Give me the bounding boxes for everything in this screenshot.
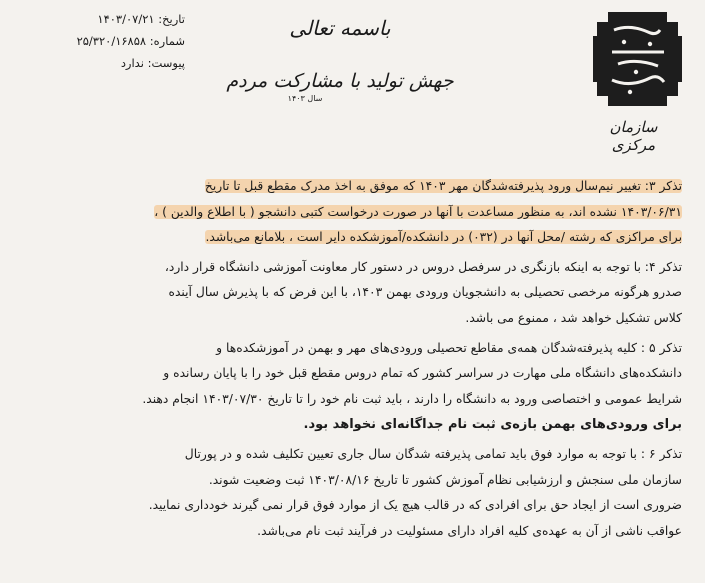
body-line-8-text: دانشکده‌های دانشگاه ملی مهارت در سراسر کشور که تمام دروس مقطع قبل خود را با پایان رسانده و [163,366,682,381]
body-line-7 [54,336,682,362]
body-line-12-text: سازمان ملی سنجش و ارزشیابی نظام آموزش کشور تا تاریخ ۱۴۰۳/۰۸/۱۶ ثبت وضعیت شوند. [208,472,682,487]
org-unit: سازمان مرکزی [609,118,658,154]
attachment-label: پیوست: [147,56,185,70]
number-label: شماره: [149,34,185,48]
body-line-11 [54,442,682,468]
body-line-10-text: برای ورودی‌های بهمن بازه‌ی ثبت نام جداگانه‌ای نخواهد بود. [303,417,682,433]
body-line-10 [54,412,682,438]
date-label: تاریخ: [158,12,185,26]
body-line-13 [54,493,682,519]
date-line [10,8,185,30]
body-line-1-text: تذکر ۳: تغییر نیم‌سال ورود پذیرفته‌شدگان مهر ۱۴۰۳ که موفق به اخذ مدرک مقطع قبل تا تاریخ [204,179,682,193]
body-line-1 [54,174,682,200]
body-line-5 [54,280,682,306]
number-line [10,30,185,52]
attachment-value: ندارد [120,56,144,70]
body-line-13-text: ضروری است از ایجاد حق برای افرادی که در قالب هیچ یک از موارد فوق قرار نمی گیرند خودداری نمایید. [148,498,682,513]
body-line-3-text: برای مراکزی که رشته /محل آنها در (۰۳۲) در دانشکده/آموزشکده دایر است ، بلامانع می‌باشد. [205,230,682,245]
body-line-6 [54,306,682,332]
body-line-9-text: شرایط عمومی و اختصاصی ورود به دانشگاه را دارند ، باید ثبت نام خود را تا تاریخ ۱۴۰۳/۰۷/۳۰ انجام دهند. [142,391,682,406]
body-line-11-text: تذکر ۶ : با توجه به موارد فوق باید تمامی پذیرفته شدگان سال جاری تعیین تکلیف شده و در پورتال [184,446,682,461]
body-line-12 [54,468,682,494]
body-line-9 [54,387,682,413]
body-line-14 [54,519,682,545]
university-logo-icon [590,8,685,110]
body-line-14-text: عواقب ناشی از آن به عهده‌ی کلیه افراد دارای مسئولیت در فرآیند ثبت نام می‌باشد. [257,523,682,538]
body-line-6-text: کلاس تشکیل خواهد شد ، ممنوع می باشد. [465,310,682,325]
year-slogan-sub: سال ۱۴۰۳ [287,94,323,103]
body-line-8 [54,361,682,387]
date-value: ۱۴۰۳/۰۷/۲۱ [97,12,155,26]
letter-heading [220,14,460,103]
basmala: باسمه تعالی [289,16,391,40]
body-line-7-text: تذکر ۵ : کلیه پذیرفته‌شدگان همه‌ی مقاطع تحصیلی ورودی‌های مهر و بهمن در آموزشکده‌ها و [216,340,682,355]
body-line-4-text: تذکر ۴: با توجه به اینکه بازنگری در سرفصل دروس در دستور کار معاونت آموزشی دانشگاه قرار دارد، [164,259,682,274]
attachment-line [10,52,185,74]
body-line-3 [54,225,682,251]
letter-meta [10,8,185,74]
body-line-2 [54,200,682,226]
body-line-4 [54,255,682,281]
number-value: ۲۵/۳۲۰/۱۶۸۵۸ [76,34,147,48]
letter-body [54,174,682,544]
year-slogan: جهش تولید با مشارکت مردم [226,70,454,92]
body-line-2-text: ۱۴۰۳/۰۶/۳۱ نشده اند، به منظور مساعدت با آنها در صورت درخواست کتبی دانشجو ( با اطلاع والدین ) ، [154,204,682,219]
body-line-5-text: صدرو هرگونه مرخصی تحصیلی به دانشجویان ورودی بهمن ۱۴۰۳، با این فرض که با پذیرش سال آینده [168,285,682,300]
